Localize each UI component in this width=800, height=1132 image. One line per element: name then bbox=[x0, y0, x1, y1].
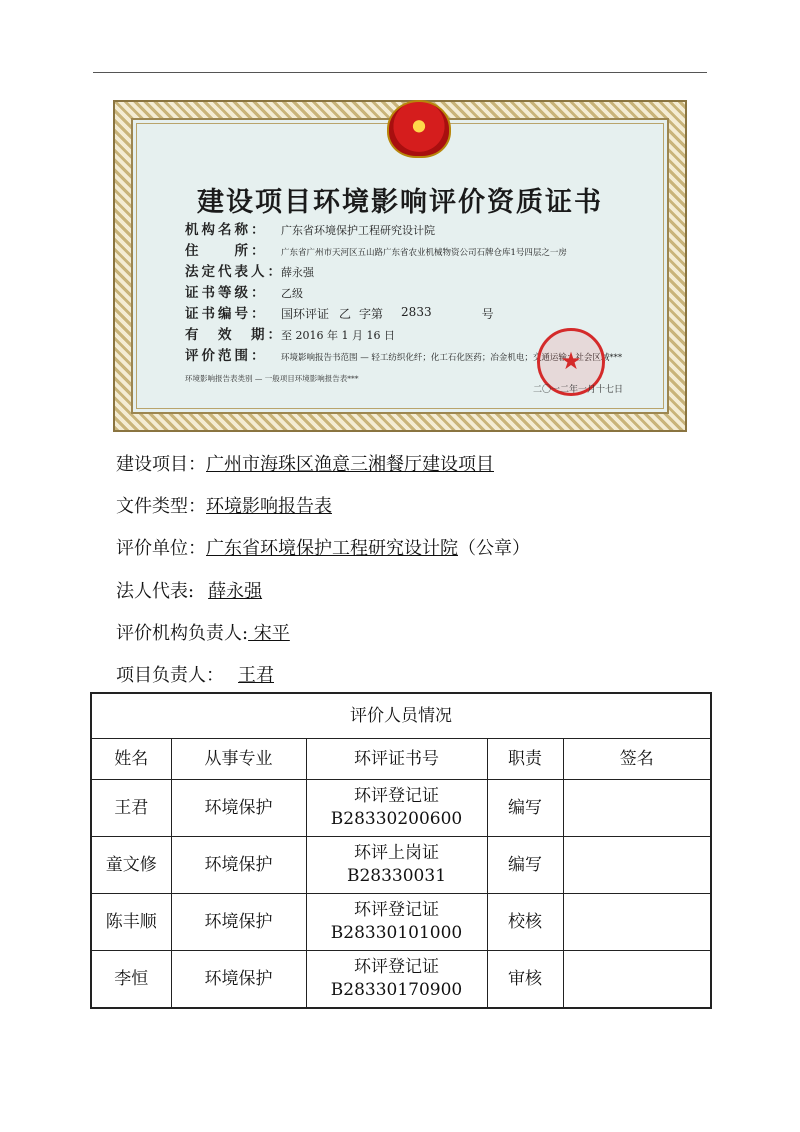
valid-label: 有 效 期： bbox=[185, 327, 284, 343]
cell-role: 编写 bbox=[487, 837, 563, 894]
doctype-value: 环境影响报告表 bbox=[206, 496, 332, 517]
unit-label: 评价单位： bbox=[116, 538, 206, 559]
address-value: 广东省广州市天河区五山路广东省农业机械物资公司石牌仓库1号四层之一房 bbox=[281, 248, 567, 258]
project-label: 建设项目： bbox=[116, 454, 206, 475]
national-emblem-icon bbox=[387, 100, 451, 158]
project-head-value: 王君 bbox=[238, 665, 274, 686]
cell-signature bbox=[563, 780, 711, 837]
grade-label: 证书等级： bbox=[185, 285, 268, 301]
table-caption-row bbox=[91, 693, 711, 739]
issue-date: 二〇一二年一月十七日 bbox=[532, 385, 623, 395]
cell-role: 编写 bbox=[487, 780, 563, 837]
unit-value: 广东省环境保护工程研究设计院 bbox=[206, 538, 458, 559]
header-name: 姓名 bbox=[91, 739, 171, 780]
qualification-certificate-image bbox=[113, 100, 687, 432]
cell-signature bbox=[563, 951, 711, 1009]
cert-no-number: 2833 bbox=[401, 305, 432, 319]
cert-no-prefix: 国环评证 bbox=[281, 307, 330, 321]
cell-role: 审核 bbox=[487, 951, 563, 1009]
cert-line-2: B28330200600 bbox=[330, 809, 463, 829]
header-signature: 签名 bbox=[563, 739, 711, 780]
cert-line-1: 环评登记证 bbox=[354, 900, 439, 920]
project-value: 广州市海珠区渔意三湘餐厅建设项目 bbox=[206, 454, 494, 475]
certificate-row-grade bbox=[185, 281, 643, 302]
cell-major: 环境保护 bbox=[171, 894, 306, 951]
cell-signature bbox=[563, 837, 711, 894]
header-major: 从事专业 bbox=[171, 739, 306, 780]
cell-cert bbox=[306, 780, 487, 837]
header-rule bbox=[93, 72, 707, 73]
certificate-row-legal bbox=[185, 260, 643, 281]
table-row bbox=[91, 951, 711, 1009]
header-role: 职责 bbox=[487, 739, 563, 780]
table-row bbox=[91, 837, 711, 894]
cert-no-label: 证书编号： bbox=[185, 306, 268, 322]
legal-rep-value: 薛永强 bbox=[281, 266, 314, 279]
cert-no-suffix: 号 bbox=[481, 307, 494, 321]
cell-name: 童文修 bbox=[91, 837, 171, 894]
cell-major: 环境保护 bbox=[171, 951, 306, 1009]
staff-table bbox=[90, 692, 712, 1009]
legal-label: 法人代表: bbox=[116, 581, 195, 602]
cell-cert bbox=[306, 951, 487, 1009]
certificate-body bbox=[131, 118, 669, 414]
doctype-line bbox=[116, 492, 332, 518]
cell-major: 环境保护 bbox=[171, 780, 306, 837]
valid-value: 至 2016 年 1 月 16 日 bbox=[281, 329, 395, 342]
cert-line-2: B28330031 bbox=[346, 866, 447, 886]
certificate-row-org bbox=[185, 218, 643, 239]
table-header-row bbox=[91, 739, 711, 780]
cell-name: 李恒 bbox=[91, 951, 171, 1009]
cert-line-1: 环评登记证 bbox=[354, 786, 439, 806]
cert-line-2: B28330170900 bbox=[330, 980, 463, 1000]
project-line bbox=[116, 450, 494, 476]
header-cert: 环评证书号 bbox=[306, 739, 487, 780]
cert-no-value bbox=[281, 305, 494, 322]
table-caption: 评价人员情况 bbox=[91, 693, 711, 739]
table-row bbox=[91, 894, 711, 951]
certificate-title: 建设项目环境影响评价资质证书 bbox=[197, 187, 603, 218]
legal-value: 薛永强 bbox=[208, 581, 263, 602]
cell-signature bbox=[563, 894, 711, 951]
doctype-label: 文件类型： bbox=[116, 496, 206, 517]
unit-suffix: （公章） bbox=[458, 538, 530, 559]
cell-major: 环境保护 bbox=[171, 837, 306, 894]
cell-name: 王君 bbox=[91, 780, 171, 837]
cell-name: 陈丰顺 bbox=[91, 894, 171, 951]
legal-rep-label: 法定代表人： bbox=[185, 264, 284, 280]
cert-no-class: 乙 bbox=[339, 307, 352, 321]
org-name-label: 机构名称： bbox=[185, 222, 268, 238]
cell-cert bbox=[306, 837, 487, 894]
org-head-label: 评价机构负责人: bbox=[116, 623, 249, 644]
certificate-row-number bbox=[185, 302, 643, 323]
scope-label: 评价范围： bbox=[185, 348, 268, 364]
project-head-label: 项目负责人： bbox=[116, 665, 224, 686]
legal-rep-line bbox=[116, 577, 262, 603]
cert-line-1: 环评上岗证 bbox=[354, 843, 439, 863]
cert-line-1: 环评登记证 bbox=[354, 957, 439, 977]
certificate-row-address bbox=[185, 239, 643, 260]
scope-value: 环境影响报告书范围 — 轻工纺织化纤；化工石化医药；冶金机电；交通运输；社会区域*** bbox=[281, 353, 623, 363]
table-row bbox=[91, 780, 711, 837]
address-label: 住 所： bbox=[185, 243, 268, 259]
cell-cert bbox=[306, 894, 487, 951]
cert-line-2: B28330101000 bbox=[330, 923, 463, 943]
scope-table-category: 环境影响报告表类别 — 一般项目环境影响报告表*** bbox=[185, 374, 359, 383]
grade-value: 乙级 bbox=[281, 287, 303, 300]
project-head-line bbox=[116, 661, 274, 687]
cert-no-mid: 字第 bbox=[359, 307, 384, 321]
unit-line bbox=[116, 534, 530, 560]
org-name-value: 广东省环境保护工程研究设计院 bbox=[281, 224, 435, 237]
org-head-line bbox=[116, 619, 290, 645]
cell-role: 校核 bbox=[487, 894, 563, 951]
org-head-value: 宋平 bbox=[248, 623, 290, 644]
